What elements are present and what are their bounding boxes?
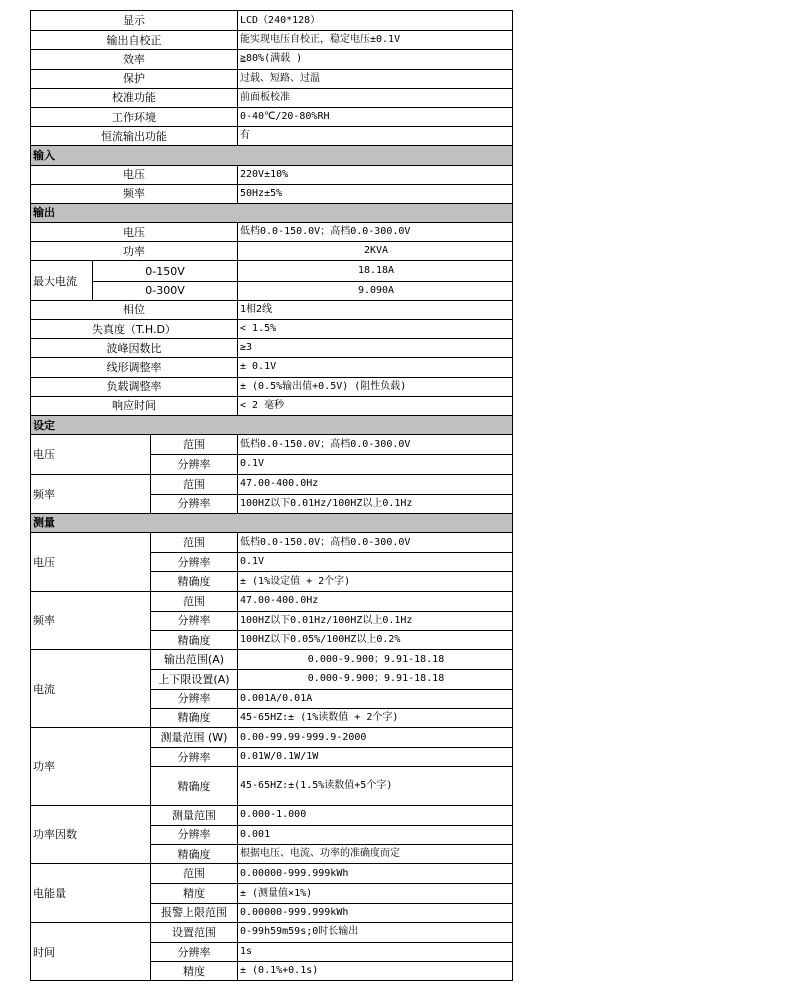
section-header-output: 输出: [31, 204, 512, 222]
row-label: 频率: [31, 185, 238, 203]
measure-power-group: [31, 727, 512, 805]
row-label: 分辨率: [151, 943, 238, 961]
row-value: 45-65HZ:± (1%读数值 + 2个字): [240, 711, 399, 723]
row-label: 精确度: [151, 767, 238, 804]
group-name: 电压: [31, 435, 151, 473]
row-label: 负载调整率: [31, 378, 238, 396]
row-value: 0.00000-999.999kWh: [240, 906, 349, 918]
row-value: ± (测量值×1%): [240, 887, 313, 899]
row-label: 保护: [31, 70, 238, 88]
row-label: 电压: [31, 166, 238, 184]
row-label: 精度: [151, 962, 238, 980]
row-label: 功率: [31, 242, 238, 260]
row-value: 47.00-400.0Hz: [240, 595, 319, 607]
row-value: 100HZ以下0.01Hz/100HZ以上0.1Hz: [240, 497, 413, 509]
row-value: 0.1V: [240, 556, 265, 568]
row-label: 精确度: [151, 572, 238, 590]
row-label: 分辨率: [151, 826, 238, 844]
row-label: 设置范围: [151, 923, 238, 942]
row-value: 0.000-9.900；9.91-18.18: [307, 653, 445, 665]
row-label: 精确度: [151, 845, 238, 863]
row-label: 精确度: [151, 631, 238, 649]
row-value: 过载、短路、过温: [240, 72, 320, 84]
row-value: 18.18A: [357, 265, 395, 277]
row-label: 校准功能: [31, 89, 238, 107]
row-label: 电压: [31, 223, 238, 241]
row-value: 0.00000-999.999kWh: [240, 867, 349, 879]
row-label: 报警上限范围: [151, 904, 238, 922]
row-label: 分辨率: [151, 495, 238, 513]
row-value: 100HZ以下0.05%/100HZ以上0.2%: [240, 634, 401, 646]
row-value: 有: [240, 130, 250, 142]
row-label: 工作环境: [31, 108, 238, 126]
row-value: 2KVA: [363, 245, 389, 257]
row-value: 0.1V: [240, 458, 265, 470]
measure-current-group: [31, 649, 512, 727]
row-label: 上下限设置(A): [151, 670, 238, 688]
row-label: 线形调整率: [31, 358, 238, 376]
row-value: 0-99h59m59s;0时长输出: [240, 926, 359, 938]
row-label: 相位: [31, 301, 238, 319]
row-value: 根据电压、电流、功率的准确度而定: [240, 848, 400, 860]
group-name: 频率: [31, 475, 151, 513]
row-label: 响应时间: [31, 397, 238, 415]
row-value: 低档0.0-150.0V；高档0.0-300.0V: [240, 438, 411, 450]
measure-power-factor-group: [31, 805, 512, 864]
section-header-input: 输入: [31, 146, 512, 164]
row-label: 范围: [151, 475, 238, 494]
row-value: 能实现电压自校正，稳定电压±0.1V: [240, 34, 401, 46]
row-value: < 2 毫秒: [240, 399, 285, 411]
row-value: 220V±10%: [240, 168, 289, 180]
group-name: 时间: [31, 923, 151, 981]
row-label: 范围: [151, 435, 238, 454]
row-label: 分辨率: [151, 553, 238, 571]
row-value: 0-40℃/20-80%RH: [240, 111, 330, 123]
row-value: < 1.5%: [240, 323, 277, 335]
measure-voltage-group: [31, 532, 512, 591]
row-value: 低档0.0-150.0V；高档0.0-300.0V: [240, 226, 411, 238]
row-label: 输出范围(A): [151, 650, 238, 669]
row-value: 前面板校准: [240, 91, 290, 103]
row-label: 0-300V: [93, 282, 238, 300]
row-value: 0.001: [240, 828, 271, 840]
row-value: 0.00-99.99-999.9-2000: [240, 731, 367, 743]
row-label: 精度: [151, 884, 238, 902]
row-value: 9.090A: [357, 284, 395, 296]
measure-time-group: [31, 922, 512, 981]
row-value: 100HZ以下0.01Hz/100HZ以上0.1Hz: [240, 614, 413, 626]
group-name: 功率: [31, 728, 151, 805]
row-label: 分辨率: [151, 455, 238, 473]
row-value: LCD（240*128）: [240, 14, 321, 26]
measure-energy-group: [31, 863, 512, 922]
row-value: ± (1%设定值 + 2个字): [240, 575, 351, 587]
row-value: ± (0.5%输出值+0.5V) (阻性负载): [240, 380, 407, 392]
row-label: 恒流输出功能: [31, 127, 238, 145]
group-name: 电能量: [31, 864, 151, 922]
row-label: 效率: [31, 50, 238, 68]
row-value: 50Hz±5%: [240, 187, 283, 199]
row-value: 0.000-1.000: [240, 809, 307, 821]
row-label: 测量范围: [151, 806, 238, 825]
row-label: 分辨率: [151, 612, 238, 630]
section-header-measure: 测量: [31, 514, 512, 532]
row-label: 精确度: [151, 709, 238, 727]
group-name: 电流: [31, 650, 151, 727]
row-label: 显示: [31, 11, 238, 30]
max-current-group: [31, 260, 512, 299]
row-value: 0.000-9.900；9.91-18.18: [307, 673, 445, 685]
row-value: ± 0.1V: [240, 361, 277, 373]
row-value: ≥3: [240, 342, 253, 354]
row-label: 分辨率: [151, 690, 238, 708]
settings-frequency-group: [31, 474, 512, 513]
row-value: 1相2线: [240, 303, 273, 315]
group-name: 频率: [31, 592, 151, 650]
row-value: 0.01W/0.1W/1W: [240, 751, 319, 763]
settings-voltage-group: [31, 434, 512, 473]
row-value: ± (0.1%+0.1s): [240, 965, 319, 977]
group-name: 最大电流: [31, 261, 93, 299]
row-label: 分辨率: [151, 748, 238, 766]
row-value: 47.00-400.0Hz: [240, 478, 319, 490]
row-value: 低档0.0-150.0V；高档0.0-300.0V: [240, 536, 411, 548]
row-label: 测量范围 (W): [151, 728, 238, 747]
row-label: 波峰因数比: [31, 339, 238, 357]
row-label: 范围: [151, 592, 238, 611]
row-label: 输出自校正: [31, 31, 238, 49]
group-name: 电压: [31, 533, 151, 591]
spec-table: [30, 10, 513, 981]
row-value: 1s: [240, 946, 253, 958]
row-value: ≧80%(满载 ): [240, 53, 303, 65]
row-value: 0.001A/0.01A: [240, 692, 313, 704]
row-value: 45-65HZ:±(1.5%读数值+5个字): [240, 780, 393, 791]
row-label: 范围: [151, 864, 238, 883]
measure-frequency-group: [31, 591, 512, 650]
group-name: 功率因数: [31, 806, 151, 864]
row-label: 范围: [151, 533, 238, 552]
row-label: 0-150V: [93, 261, 238, 280]
row-label: 失真度（T.H.D）: [31, 320, 238, 338]
section-header-settings: 设定: [31, 416, 512, 434]
